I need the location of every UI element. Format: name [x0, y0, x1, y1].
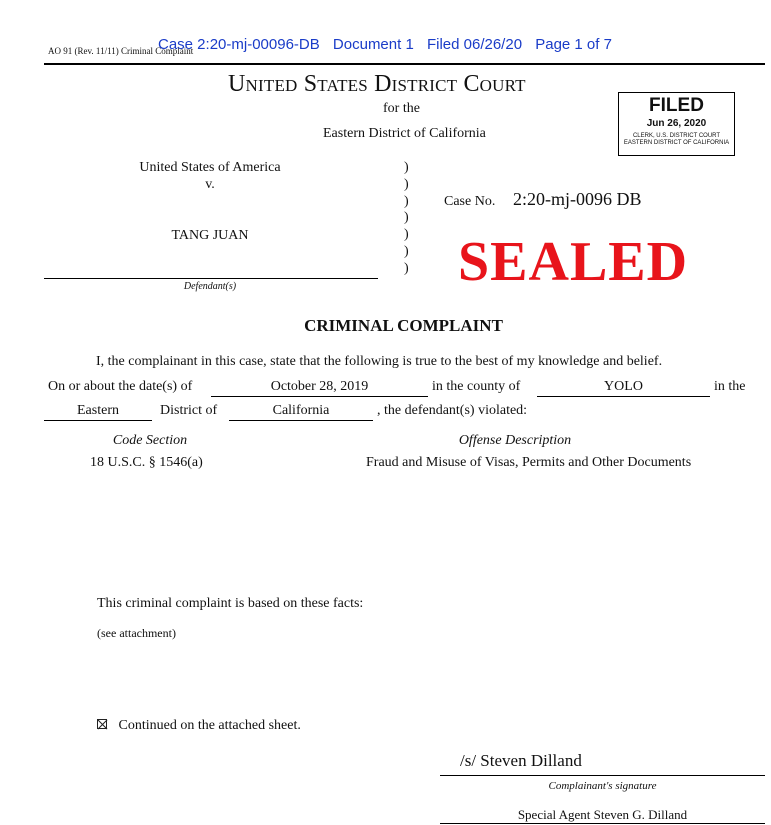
ecf-header [158, 36, 612, 53]
district-underline [44, 420, 152, 421]
ecf-document: Document 1 [332, 36, 414, 53]
stamp-clerk-line: CLERK, U.S. DISTRICT COURT [632, 133, 721, 139]
signature-rule [440, 775, 765, 776]
filed-stamp [618, 92, 735, 156]
violated-label: , the defendant(s) violated: [377, 403, 528, 418]
district-of-label: District of [160, 403, 218, 418]
ecf-filed-date: Filed 06/26/20 [426, 36, 523, 53]
stamp-date: Jun 26, 2020 [646, 118, 707, 129]
code-section-header: Code Section [112, 433, 188, 448]
caption-versus: v. [205, 177, 215, 192]
offense-description-header: Offense Description [458, 433, 572, 448]
caption-parentheses: ) ) ) ) ) ) ) [404, 160, 409, 276]
county-value: YOLO [604, 379, 643, 394]
on-or-about-label: On or about the date(s) of [48, 379, 193, 394]
court-title: United States District Court [228, 71, 526, 97]
county-underline [537, 396, 710, 397]
ecf-case-number: Case 2:20-mj-00096-DB [158, 36, 320, 53]
signature-label: Complainant's signature [548, 780, 657, 792]
state-value: California [272, 403, 330, 418]
county-label: in the county of [432, 379, 521, 394]
district-value: Eastern [77, 403, 119, 418]
complainant-signature: /s/ Steven Dilland [460, 751, 582, 770]
header-rule [44, 63, 765, 65]
in-the-label: in the [714, 379, 746, 394]
continued-row [97, 718, 301, 734]
statement-intro: I, the complainant in this case, state that the following is true to the best of my knowledge and belief. [96, 354, 663, 369]
code-section-value: 18 U.S.C. § 1546(a) [90, 455, 203, 470]
state-underline [229, 420, 373, 421]
printed-name: Special Agent Steven G. Dilland [517, 807, 688, 822]
complaint-heading: CRIMINAL COMPLAINT [304, 316, 503, 335]
offense-description-value: Fraud and Misuse of Visas, Permits and Other Documents [366, 455, 692, 470]
stamp-filed-label: FILED [649, 95, 704, 116]
facts-label: This criminal complaint is based on these facts: [97, 596, 364, 611]
sealed-stamp: SEALED [458, 231, 689, 293]
continued-checkbox[interactable] [97, 719, 107, 729]
defendant-label: Defendant(s) [183, 281, 237, 292]
court-district: Eastern District of California [323, 126, 486, 141]
court-for-the: for the [383, 101, 420, 116]
caption-rule [44, 278, 378, 279]
case-no-label: Case No. [444, 194, 496, 209]
offense-date: October 28, 2019 [270, 379, 369, 394]
case-no: 2:20-mj-0096 DB [513, 189, 642, 209]
facts-value: (see attachment) [97, 626, 176, 640]
ecf-page-count: Page 1 of 7 [535, 36, 612, 53]
form-id: AO 91 (Rev. 11/11) Criminal Complaint [48, 46, 194, 56]
caption-defendant: TANG JUAN [171, 228, 249, 243]
date-underline [211, 396, 428, 397]
continued-label: Continued on the attached sheet. [118, 718, 301, 733]
stamp-district-line: EASTERN DISTRICT OF CALIFORNIA [623, 140, 730, 146]
printed-name-rule [440, 823, 765, 824]
caption-plaintiff: United States of America [139, 160, 281, 175]
